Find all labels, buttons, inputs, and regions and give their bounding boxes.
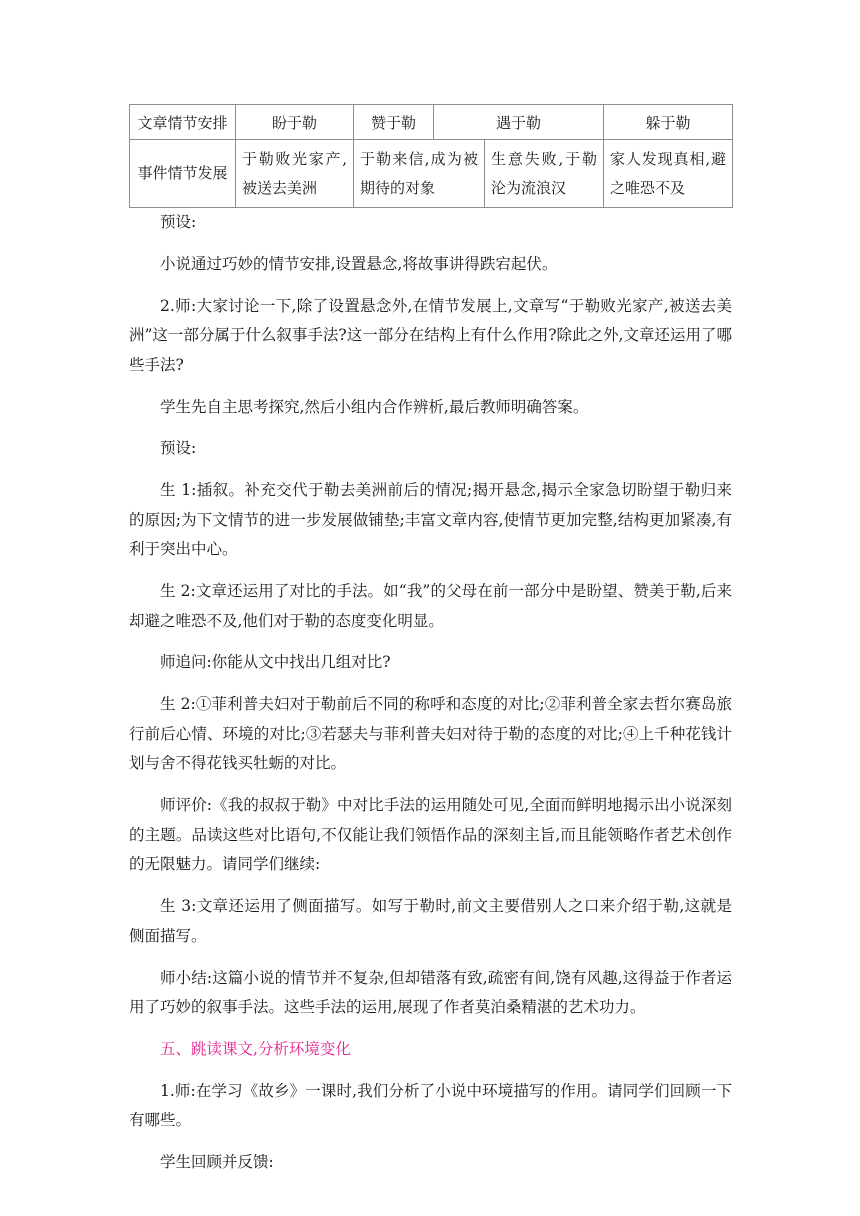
table-cell: 家人发现真相,避之唯恐不及 [604,140,733,208]
paragraph: 2.师:大家讨论一下,除了设置悬念外,在情节发展上,文章写“于勒败光家产,被送去美洲”这一部分属于什么叙事手法?这一部分在结构上有什么作用?除此之外,文章还运用了哪些手法? [129,296,732,374]
row-header: 文章情节安排 [130,105,236,140]
paragraph: 生 3:文章还运用了侧面描写。如写于勒时,前文主要借别人之口来介绍于勒,这就是侧面描写。 [129,897,732,945]
paragraph: 师评价:《我的叔叔于勒》中对比手法的运用随处可见,全面而鲜明地揭示出小说深刻的主题。品读这些对比语句,不仅能让我们领悟作品的深刻主旨,而且能领略作者艺术创作的无限魅力。请同学们继续: [129,796,732,874]
paragraph: 学生先自主思考探究,然后小组内合作辨析,最后教师明确答案。 [160,397,589,416]
section-heading: 五、跳读课文,分析环境变化 [160,1039,351,1058]
paragraph: 预设: [160,439,197,458]
paragraph: 生 1:插叙。补充交代于勒去美洲前后的情况;揭开悬念,揭示全家急切盼望于勒归来的原因;为下文情节的进一步发展做铺垫;丰富文章内容,使情节更加完整,结构更加紧凑,有利于突出中心。 [129,481,732,559]
paragraph: 预设: [160,213,197,231]
table-cell: 躲于勒 [604,105,733,140]
table-cell: 生意失败,于勒沦为流浪汉 [485,140,604,208]
plot-structure-table [129,104,733,208]
table-cell: 盼于勒 [236,105,354,140]
paragraph: 生 2:①菲利普夫妇对于勒前后不同的称呼和态度的对比;②菲利普全家去哲尔赛岛旅行前后心情、环境的对比;③若瑟夫与菲利普夫妇对待于勒的态度的对比;④上千种花钱计划与舍不得花钱买牡蛎的对比。 [129,695,732,773]
table-row [130,140,733,208]
paragraph: 学生回顾并反馈: [160,1153,274,1172]
document-body [129,208,732,1178]
table-cell: 于勒来信,成为被期待的对象 [354,140,485,208]
paragraph: 师小结:这篇小说的情节并不复杂,但却错落有致,疏密有间,饶有风趣,这得益于作者运用了巧妙的叙事手法。这些手法的运用,展现了作者莫泊桑精湛的艺术功力。 [129,968,732,1017]
table-row [130,105,733,140]
table-cell: 遇于勒 [434,105,604,140]
paragraph: 师追问:你能从文中找出几组对比? [160,653,391,672]
paragraph: 小说通过巧妙的情节安排,设置悬念,将故事讲得跌宕起伏。 [160,254,558,273]
row-header: 事件情节发展 [130,140,236,208]
table-cell: 赞于勒 [354,105,434,140]
paragraph: 生 2:文章还运用了对比的手法。如“我”的父母在前一部分中是盼望、赞美于勒,后来却避之唯恐不及,他们对于勒的态度变化明显。 [129,582,732,630]
table-cell: 于勒败光家产,被送去美洲 [236,140,354,208]
paragraph: 1.师:在学习《故乡》一课时,我们分析了小说中环境描写的作用。请同学们回顾一下有哪些。 [129,1081,732,1130]
